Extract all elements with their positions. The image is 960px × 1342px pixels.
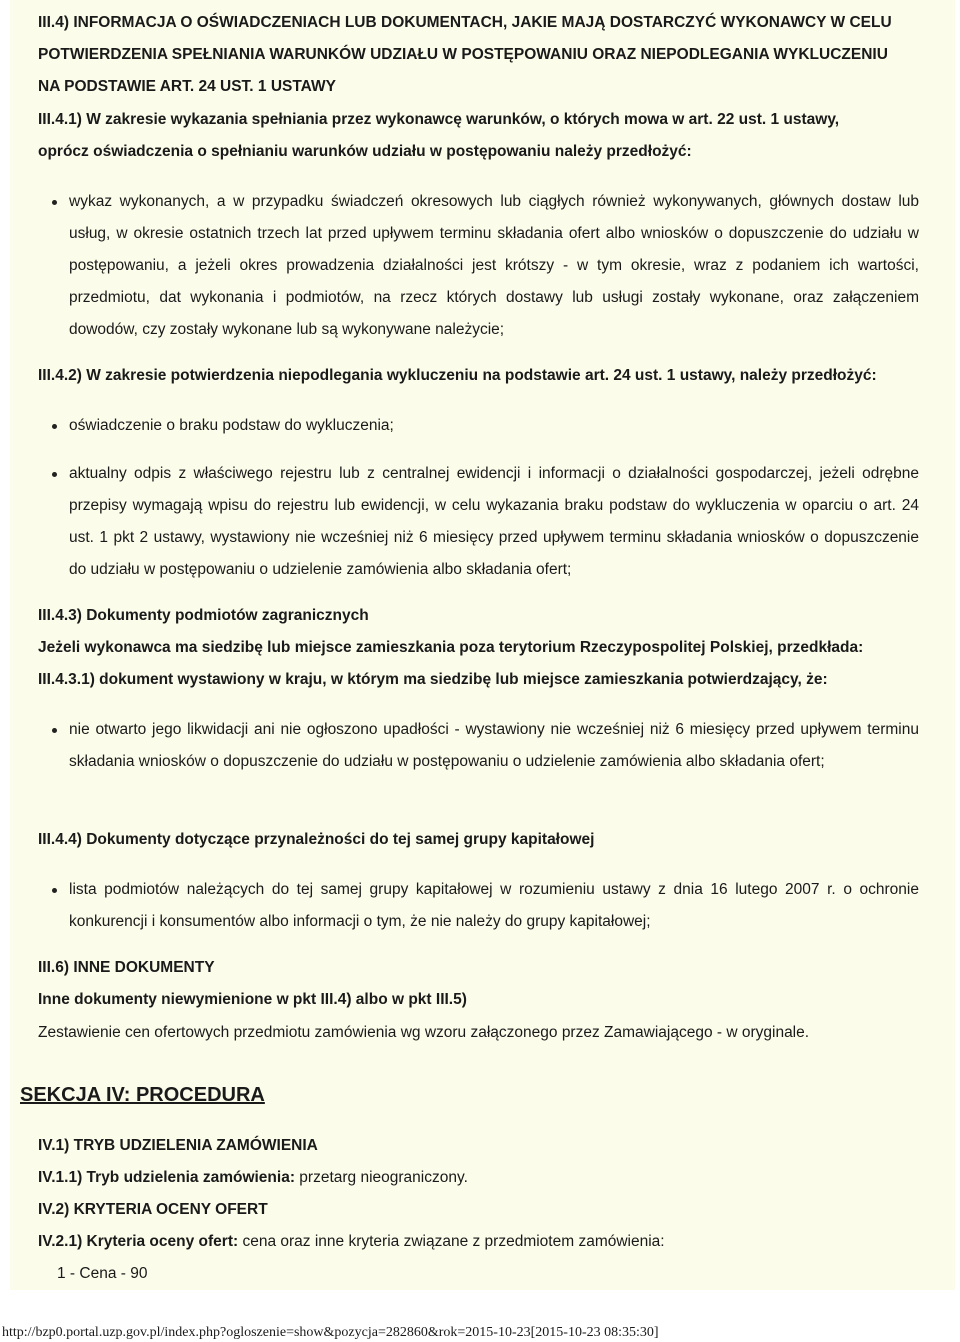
subsection-heading: Inne dokumenty niewymienione w pkt III.4) albo w pkt III.5) [38, 991, 467, 1008]
subsection-heading: III.4.2) W zakresie potwierdzenia niepodlegania wykluczeniu na podstawie art. 24 ust. 1 ustawy, należy przedłożyć: [38, 367, 877, 384]
section-heading: IV.1) TRYB UDZIELENIA ZAMÓWIENIA [38, 1137, 318, 1154]
list-item-text: wykaz wykonanych, a w przypadku świadczeń okresowych lub ciągłych również wykonywanych, głównych dostaw lub usług, w okresie ostatnich trzech lat przed upływem terminu składania ofert albo wniosków o dopuszczenie do udziału w postępowaniu, a jeżeli okres prowadzenia działalności jest krótszy - w tym okresie, wraz z podaniem ich wartości, przedmiotu, dat wykonania i podmiotów, na rzecz których dostawy lub usługi zostały wykonane, oraz załączeniem dowodów, czy zostały wykonane lub są wykonywane należycie; [69, 193, 919, 338]
list-item-text: oświadczenie o braku podstaw do wykluczenia; [69, 417, 394, 434]
field-label: IV.1.1) Tryb udzielenia zamówienia: [38, 1169, 295, 1186]
subsection-heading: III.4.4) Dokumenty dotyczące przynależności do tej samej grupy kapitałowej [38, 831, 595, 848]
section-heading: III.6) INNE DOKUMENTY [38, 959, 215, 976]
body-text: Zestawienie cen ofertowych przedmiotu zamówienia wg wzoru załączonego przez Zamawiającego - w oryginale. [38, 1024, 810, 1041]
field-value: cena oraz inne kryteria związane z przedmiotem zamówienia: [242, 1233, 665, 1250]
section-title: SEKCJA IV: PROCEDURA [20, 1084, 265, 1106]
criteria-line [38, 1233, 665, 1251]
subsection-heading-line: oprócz oświadczenia o spełnianiu warunków udziału w postępowaniu należy przedłożyć: [38, 143, 692, 160]
bullet-icon [52, 472, 57, 477]
subsection-heading-line: III.4.1) W zakresie wykazania spełniania przez wykonawcę warunków, o których mowa w art. 22 ust. 1 ustawy, [38, 111, 840, 128]
section-heading-line: POTWIERDZENIA SPEŁNIANIA WARUNKÓW UDZIAŁU W POSTĘPOWANIU ORAZ NIEPODLEGANIA WYKLUCZENIU [38, 46, 888, 63]
list-item-text: lista podmiotów należących do tej samej grupy kapitałowej w rozumieniu ustawy z dnia 16 lutego 2007 r. o ochronie konkurencji i konsumentów albo informacji o tym, że nie należy do grupy kapitałowej; [69, 881, 919, 930]
section-heading-line: III.4) INFORMACJA O OŚWIADCZENIACH LUB DOKUMENTACH, JAKIE MAJĄ DOSTARCZYĆ WYKONAWCY W CELU [38, 14, 892, 31]
section-heading: IV.2) KRYTERIA OCENY OFERT [38, 1201, 268, 1218]
procedure-mode-line [38, 1169, 468, 1187]
list-item-text: aktualny odpis z właściwego rejestru lub z centralnej ewidencji i informacji o działalności gospodarczej, jeżeli odrębne przepisy wymagają wpisu do rejestru lub ewidencji, w celu wykazania braku podstaw do wykluczenia w oparciu o art. 24 ust. 1 pkt 2 ustawy, wystawiony nie wcześniej niż 6 miesięcy przed upływem terminu składania wniosków o dopuszczenie do udziału w postępowaniu o udzielenie zamówienia albo składania ofert; [69, 465, 919, 578]
criterion-item: 1 - Cena - 90 [57, 1265, 148, 1282]
field-label: IV.2.1) Kryteria oceny ofert: [38, 1233, 239, 1250]
bullet-icon [52, 888, 57, 893]
bullet-icon [52, 200, 57, 205]
subsection-heading: III.4.3.1) dokument wystawiony w kraju, w którym ma siedzibę lub miejsce zamieszkania potwierdzający, że: [38, 671, 828, 688]
section-heading-line: NA PODSTAWIE ART. 24 UST. 1 USTAWY [38, 78, 336, 95]
page-footer-url: http://bzp0.portal.uzp.gov.pl/index.php?ogloszenie=show&pozycja=282860&rok=2015-10-23[2015-10-23 08:35:30] [2, 1325, 659, 1340]
bullet-icon [52, 424, 57, 429]
subsection-intro: Jeżeli wykonawca ma siedzibę lub miejsce zamieszkania poza terytorium Rzeczypospolitej Polskiej, przedkłada: [38, 639, 864, 656]
field-value: przetarg nieograniczony. [299, 1169, 468, 1186]
list-item-text: nie otwarto jego likwidacji ani nie ogłoszono upadłości - wystawiony nie wcześniej niż 6 miesięcy przed upływem terminu składania wniosków o dopuszczenie do udziału w postępowaniu o udzielenie zamówienia albo składania ofert; [69, 721, 919, 770]
bullet-icon [52, 728, 57, 733]
subsection-heading: III.4.3) Dokumenty podmiotów zagranicznych [38, 607, 369, 624]
